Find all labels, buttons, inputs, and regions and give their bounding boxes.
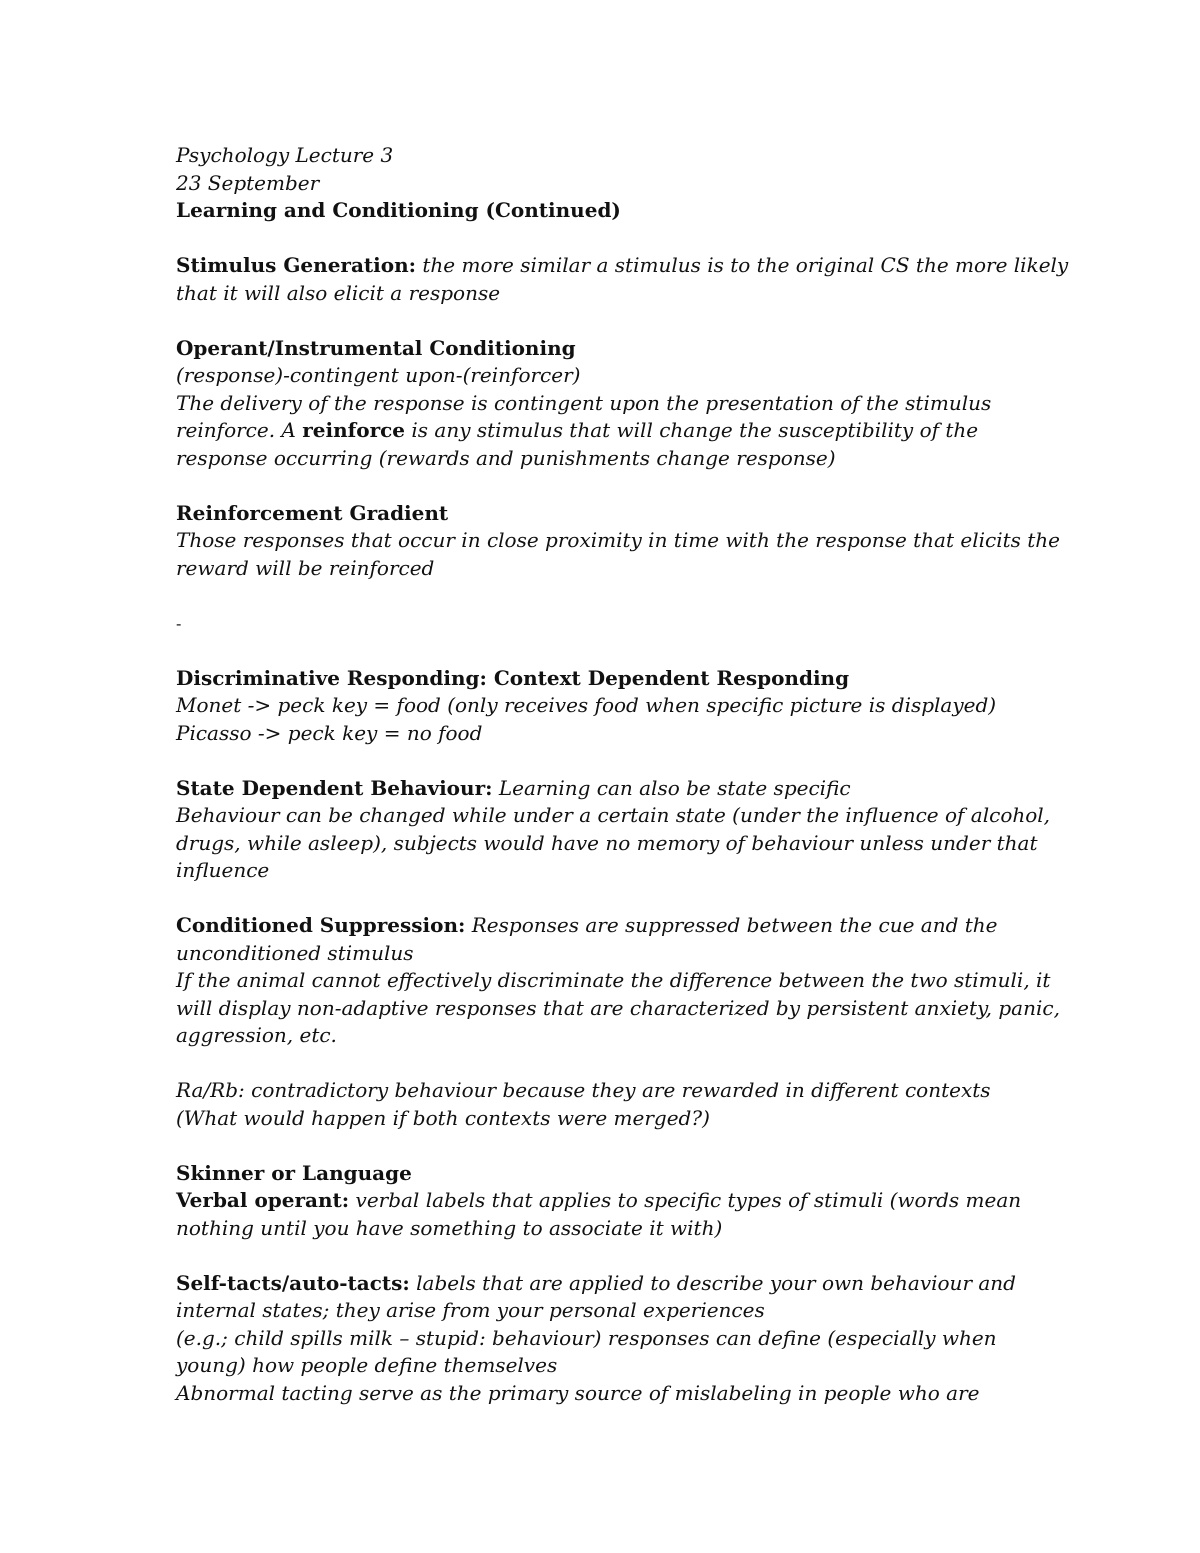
spacer xyxy=(176,747,1046,775)
skinner-heading: Skinner or Language xyxy=(176,1160,412,1185)
course-title: Psychology Lecture 3 xyxy=(176,143,394,167)
spacer xyxy=(176,582,1046,610)
spacer xyxy=(176,1050,1046,1078)
suppression-line: If the animal cannot effectively discriminate the difference between the two stimuli, it xyxy=(176,968,1051,992)
operant-line: The delivery of the response is contingent upon the presentation of the stimulus xyxy=(176,390,992,415)
stimulus-generation-definition-cont: that it will also elicit a response xyxy=(176,280,501,305)
suppression-line: will display non-adaptive responses that are characterized by persistent anxiety, panic, xyxy=(176,995,1060,1020)
spacer xyxy=(176,1242,1046,1270)
operant-line: response occurring (rewards and punishments change response) xyxy=(176,445,836,470)
stimulus-generation-term: Stimulus Generation: xyxy=(176,253,417,277)
discriminative-line: Picasso -> peck key = no food xyxy=(176,720,483,745)
spacer xyxy=(176,885,1046,913)
suppression-line: aggression, etc. xyxy=(176,1023,337,1047)
document-page xyxy=(176,142,1069,1407)
discriminative-heading: Discriminative Responding: Context Dependent Responding xyxy=(176,665,850,690)
operant-heading: Operant/Instrumental Conditioning xyxy=(176,335,576,360)
stimulus-generation-line xyxy=(176,252,1069,280)
rarb-line: (What would happen if both contexts were merged?) xyxy=(176,1105,710,1130)
state-dependent-definition: Learning can also be state specific xyxy=(492,775,851,800)
suppression-definition: Responses are suppressed between the cue and the xyxy=(465,913,998,937)
self-tacts-definition: labels that are applied to describe your own behaviour and xyxy=(409,1270,1016,1295)
operant-line xyxy=(176,417,1046,445)
self-tacts-line: Abnormal tacting serve as the primary source of mislabeling in people who are xyxy=(176,1380,980,1405)
suppression-term: Conditioned Suppression: xyxy=(176,913,466,937)
operant-text: reinforce. A xyxy=(176,418,303,442)
suppression-line xyxy=(176,912,1046,940)
reinforce-term: reinforce xyxy=(302,418,406,442)
dash-bullet: - xyxy=(176,613,182,633)
self-tacts-line: internal states; they arise from your personal experiences xyxy=(176,1298,765,1322)
self-tacts-line xyxy=(176,1270,1046,1298)
gradient-line: Those responses that occur in close proximity in time with the response that elicits the xyxy=(176,528,1061,552)
verbal-operant-term: Verbal operant: xyxy=(176,1188,350,1212)
state-dependent-term: State Dependent Behaviour: xyxy=(176,775,493,800)
operant-line: (response)-contingent upon-(reinforcer) xyxy=(176,363,581,387)
self-tacts-line: young) how people define themselves xyxy=(176,1353,558,1377)
self-tacts-term: Self-tacts/auto-tacts: xyxy=(176,1270,410,1295)
spacer xyxy=(176,307,1046,335)
verbal-operant-line: nothing until you have something to associate it with) xyxy=(176,1215,723,1240)
suppression-line: unconditioned stimulus xyxy=(176,940,414,965)
lecture-date: 23 September xyxy=(176,170,320,195)
spacer xyxy=(176,472,1046,500)
gradient-heading: Reinforcement Gradient xyxy=(176,500,449,525)
gradient-line: reward will be reinforced xyxy=(176,555,435,580)
stimulus-generation-definition: the more similar a stimulus is to the original CS the more likely xyxy=(416,253,1069,277)
page-title: Learning and Conditioning (Continued) xyxy=(176,198,621,222)
spacer xyxy=(176,225,1046,253)
verbal-operant-definition: verbal labels that applies to specific types of stimuli (words mean xyxy=(349,1188,1022,1212)
self-tacts-line: (e.g.; child spills milk – stupid: behaviour) responses can define (especially when xyxy=(176,1325,997,1350)
operant-text: is any stimulus that will change the susceptibility of the xyxy=(405,418,979,442)
state-dependent-line: influence xyxy=(176,858,270,882)
rarb-line: Ra/Rb: contradictory behaviour because they are rewarded in different contexts xyxy=(176,1078,991,1102)
spacer xyxy=(176,637,1046,665)
discriminative-line: Monet -> peck key = food (only receives food when specific picture is displayed) xyxy=(176,693,997,717)
state-dependent-line: Behaviour can be changed while under a certain state (under the influence of alcohol, xyxy=(176,803,1051,827)
verbal-operant-line xyxy=(176,1187,1046,1215)
spacer xyxy=(176,1132,1046,1160)
state-dependent-line: drugs, while asleep), subjects would have no memory of behaviour unless under that xyxy=(176,830,1038,855)
state-dependent-line xyxy=(176,775,1046,803)
